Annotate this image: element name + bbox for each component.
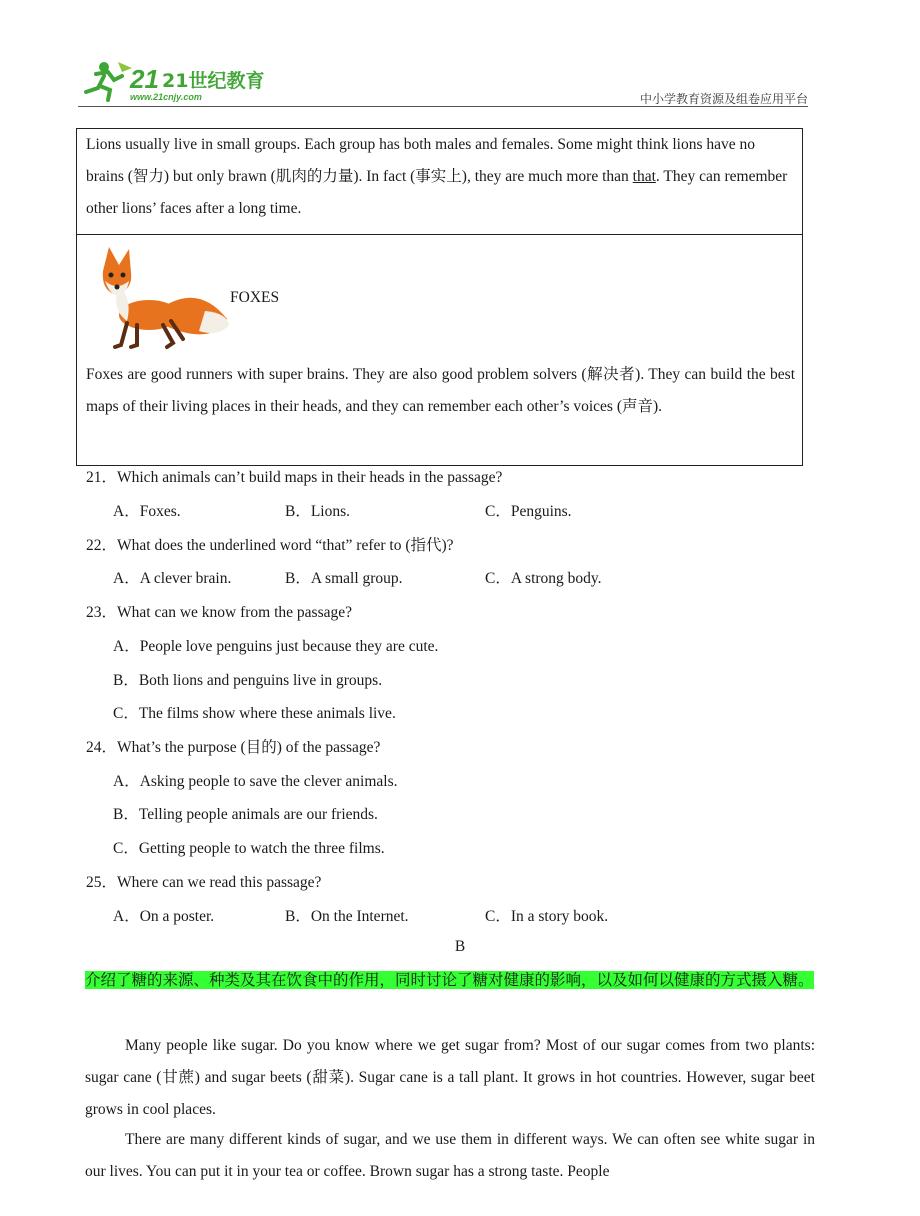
svg-text:www.21cnjy.com: www.21cnjy.com xyxy=(130,92,202,102)
foxes-paragraph: Foxes are good runners with super brains. They are also good problem solvers (解决者). They can build the best maps of their living places in their heads, and they can remember each other’s voices (声音). xyxy=(86,366,795,415)
q21-option-b: B．Lions. xyxy=(285,503,351,520)
question-23: 23．What can we know from the passage? xyxy=(86,604,352,621)
foxes-title: FOXES xyxy=(230,289,280,306)
foxes-text-box xyxy=(76,234,803,466)
q25-option-c: C．In a story book. xyxy=(485,908,609,925)
passage-b-paragraph-2: There are many different kinds of sugar, and we use them in different ways. We can often see white sugar in our lives. You can put it in your tea or coffee. Brown sugar has a strong taste. People xyxy=(85,1131,815,1180)
question-25: 25．Where can we read this passage? xyxy=(86,874,322,891)
lions-text-2: . They can remember other lions’ faces after a long time. xyxy=(86,168,788,217)
underlined-word: that xyxy=(632,168,656,185)
q24-option-b: B．Telling people animals are our friends. xyxy=(113,806,378,823)
q22-option-c: C．A strong body. xyxy=(485,570,602,587)
lions-text-box xyxy=(76,128,803,235)
q22-option-b: B．A small group. xyxy=(285,570,403,587)
site-logo xyxy=(78,58,265,104)
q24-option-c: C．Getting people to watch the three films. xyxy=(113,840,385,857)
page-header xyxy=(78,58,808,108)
q22-option-a: A．A clever brain. xyxy=(113,570,232,587)
logo-text: 21世纪教育 xyxy=(162,70,265,92)
header-divider xyxy=(78,106,808,107)
q23-option-c: C．The films show where these animals live. xyxy=(113,705,396,722)
q24-option-a: A．Asking people to save the clever animals. xyxy=(113,773,398,790)
question-22: 22．What does the underlined word “that” refer to (指代)? xyxy=(86,537,454,554)
svg-text:21: 21 xyxy=(130,64,159,94)
section-b-summary xyxy=(85,964,815,996)
lions-text-1: Lions usually live in small groups. Each group has both males and females. Some might think lions have no brains (智力) but only brawn (肌肉的力量). In fact (事实上), they are much more than xyxy=(86,136,755,185)
question-21: 21．Which animals can’t build maps in their heads in the passage? xyxy=(86,469,503,486)
q23-option-a: A．People love penguins just because they are cute. xyxy=(113,638,439,655)
q25-option-a: A．On a poster. xyxy=(113,908,215,925)
summary-highlight: 介绍了糖的来源、种类及其在饮食中的作用，同时讨论了糖对健康的影响，以及如何以健康的方式摄入糖。 xyxy=(85,971,814,989)
q21-option-a: A．Foxes. xyxy=(113,503,181,520)
passage-b-paragraph-1: Many people like sugar. Do you know where we get sugar from? Most of our sugar comes from two plants: sugar cane (甘蔗) and sugar beets (甜菜). Sugar cane is a tall plant. It grows in hot countries. However, sugar beet grows in cool places. xyxy=(85,1037,815,1118)
q25-option-b: B．On the Internet. xyxy=(285,908,409,925)
q23-option-b: B．Both lions and penguins live in groups. xyxy=(113,672,383,689)
platform-name: 中小学教育资源及组卷应用平台 xyxy=(639,92,808,106)
fox-illustration-icon xyxy=(87,241,232,353)
q21-option-c: C．Penguins. xyxy=(485,503,572,520)
section-b-label: B xyxy=(454,938,466,955)
runner-logo-icon xyxy=(78,58,265,104)
question-24: 24．What’s the purpose (目的) of the passage? xyxy=(86,739,381,756)
